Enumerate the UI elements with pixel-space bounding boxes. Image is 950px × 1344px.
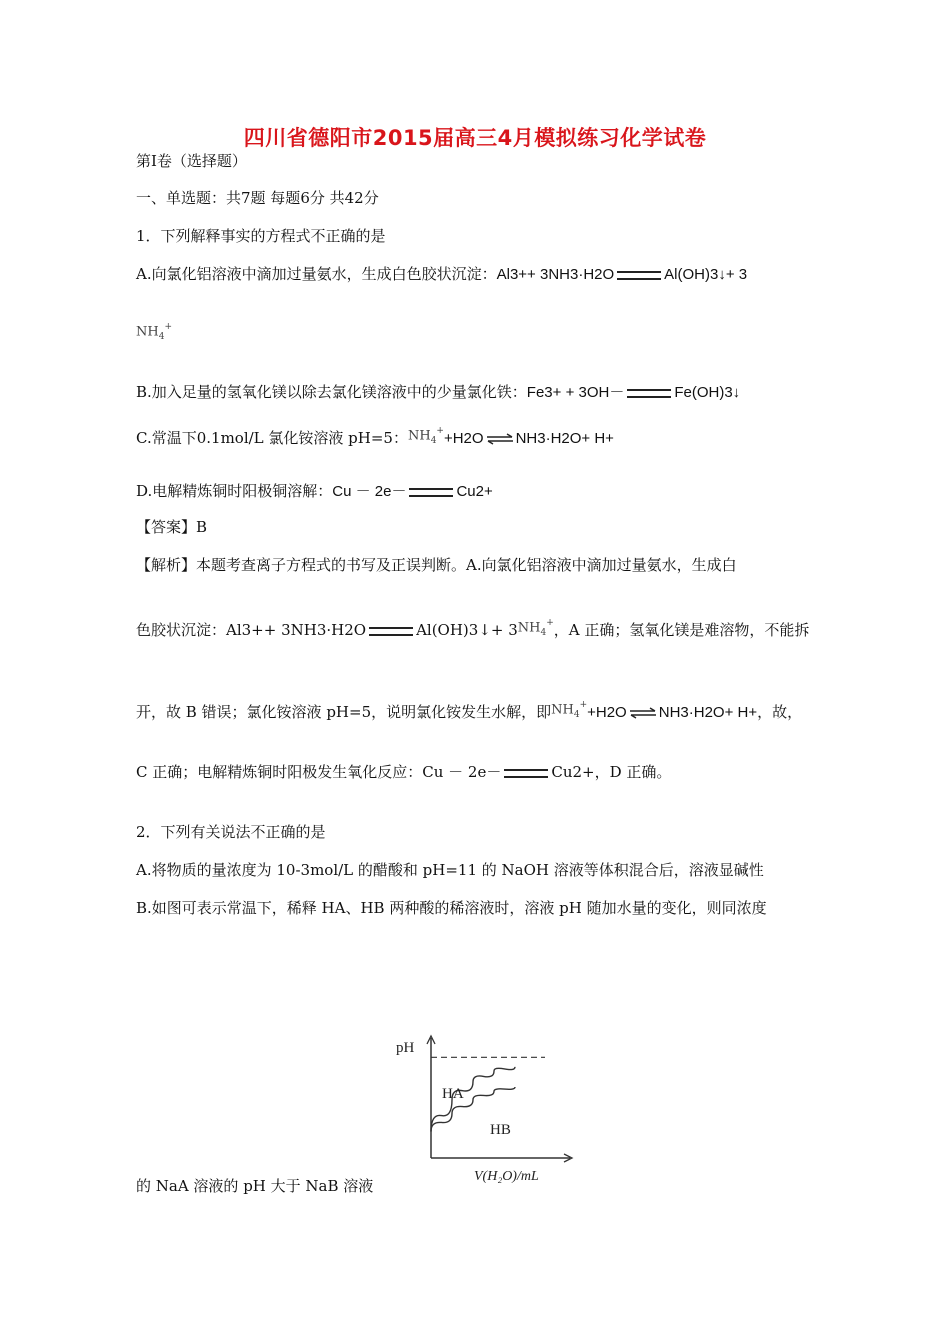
ammonium-icon: $NH_4^+$ <box>407 426 444 446</box>
exp3-part-c: NH3·H2O+ H+，故， <box>658 704 803 721</box>
exp3-part-a: 开，故 B 错误；氯化铵溶液 pH=5，说明氯化铵发生水解，即 <box>136 703 552 721</box>
ammonium-icon: $NH_4^+$ <box>551 700 588 720</box>
equals-sign-icon <box>504 769 548 778</box>
reversible-arrow-icon <box>629 707 657 719</box>
ph-dilution-figure <box>390 1030 580 1190</box>
q1-option-c-mid: +H2O <box>443 430 484 447</box>
y-axis-label: pH <box>396 1040 415 1056</box>
reversible-arrow-icon <box>486 433 514 445</box>
question-2-stem: 2．下列有关说法不正确的是 <box>136 823 326 841</box>
page-title: 四川省德阳市2015届高三4月模拟练习化学试卷 <box>243 126 707 150</box>
q1-option-b-rhs: Fe(OH)3↓ <box>674 384 741 401</box>
series-label-ha: HA <box>442 1086 464 1102</box>
x-axis-label: V(H₂O)/mL <box>474 1169 539 1184</box>
q1-answer: 【答案】B <box>136 518 208 536</box>
equals-sign-icon <box>627 389 671 398</box>
q1-option-a-lhs: Al3++ 3NH3·H2O <box>496 266 615 283</box>
q1-explanation-line-2 <box>136 620 809 643</box>
q1-option-d <box>136 481 493 502</box>
q1-option-a-rhs: Al(OH)3↓+ 3 <box>664 266 748 283</box>
q2-option-b-tail: 的 NaA 溶液的 pH 大于 NaB 溶液 <box>136 1177 374 1195</box>
part-heading: 一、单选题：共7题 每题6分 共42分 <box>136 189 379 207</box>
q1-option-d-rhs: Cu2+ <box>456 483 493 500</box>
q1-option-b <box>136 382 740 403</box>
equals-sign-icon <box>617 271 661 280</box>
q1-explanation-line-4 <box>136 762 671 782</box>
equals-sign-icon <box>369 627 413 636</box>
exp3-part-b: +H2O <box>587 704 627 721</box>
q1-option-c-rhs: NH3·H2O+ H+ <box>515 430 614 447</box>
exp2-part-b: Al(OH)3↓+ 3 <box>416 621 518 639</box>
q1-option-c <box>136 428 614 451</box>
q1-explanation-line-3 <box>136 702 802 725</box>
q1-option-d-text: D.电解精炼铜时阳极铜溶解： <box>136 482 333 500</box>
exp4-part-b: Cu2+，D 正确。 <box>551 763 672 781</box>
equals-sign-icon <box>409 488 453 497</box>
q1-explanation-line-1: 【解析】本题考查离子方程式的书写及正误判断。A.向氯化铝溶液中滴加过量氨水，生成白 <box>136 556 737 574</box>
q1-option-b-lhs: Fe3+ + 3OH－ <box>526 384 625 401</box>
q1-option-a-text: A.向氯化铝溶液中滴加过量氨水，生成白色胶状沉淀： <box>136 265 497 283</box>
ammonium-formula <box>136 324 172 347</box>
q2-option-b: B.如图可表示常温下，稀释 HA、HB 两种酸的稀溶液时，溶液 pH 随加水量的变化，则同浓度 <box>136 899 767 917</box>
q2-option-a: A.将物质的量浓度为 10-3mol/L 的醋酸和 pH=11 的 NaOH 溶液等体积混合后，溶液显碱性 <box>136 861 764 879</box>
q1-option-b-text: B.加入足量的氢氧化镁以除去氯化镁溶液中的少量氯化铁： <box>136 383 527 401</box>
exp2-part-a: 色胶状沉淀：Al3++ 3NH3·H2O <box>136 621 367 639</box>
ammonium-icon: $NH_4^+$ <box>136 322 172 342</box>
q1-option-c-text: C.常温下0.1mol/L 氯化铵溶液 pH=5： <box>136 429 408 447</box>
series-label-hb: HB <box>490 1122 511 1138</box>
question-1-stem: 1．下列解释事实的方程式不正确的是 <box>136 227 386 245</box>
section-heading: 第I卷（选择题） <box>136 152 247 170</box>
exp4-part-a: C 正确；电解精炼铜时阳极发生氧化反应：Cu － 2e－ <box>136 763 502 781</box>
q1-option-d-lhs: Cu － 2e－ <box>332 483 407 500</box>
q1-option-a <box>136 264 747 285</box>
ammonium-icon: $NH_4^+$ <box>517 618 554 638</box>
exp2-part-c: ，A 正确；氢氧化镁是难溶物，不能拆 <box>553 621 810 639</box>
